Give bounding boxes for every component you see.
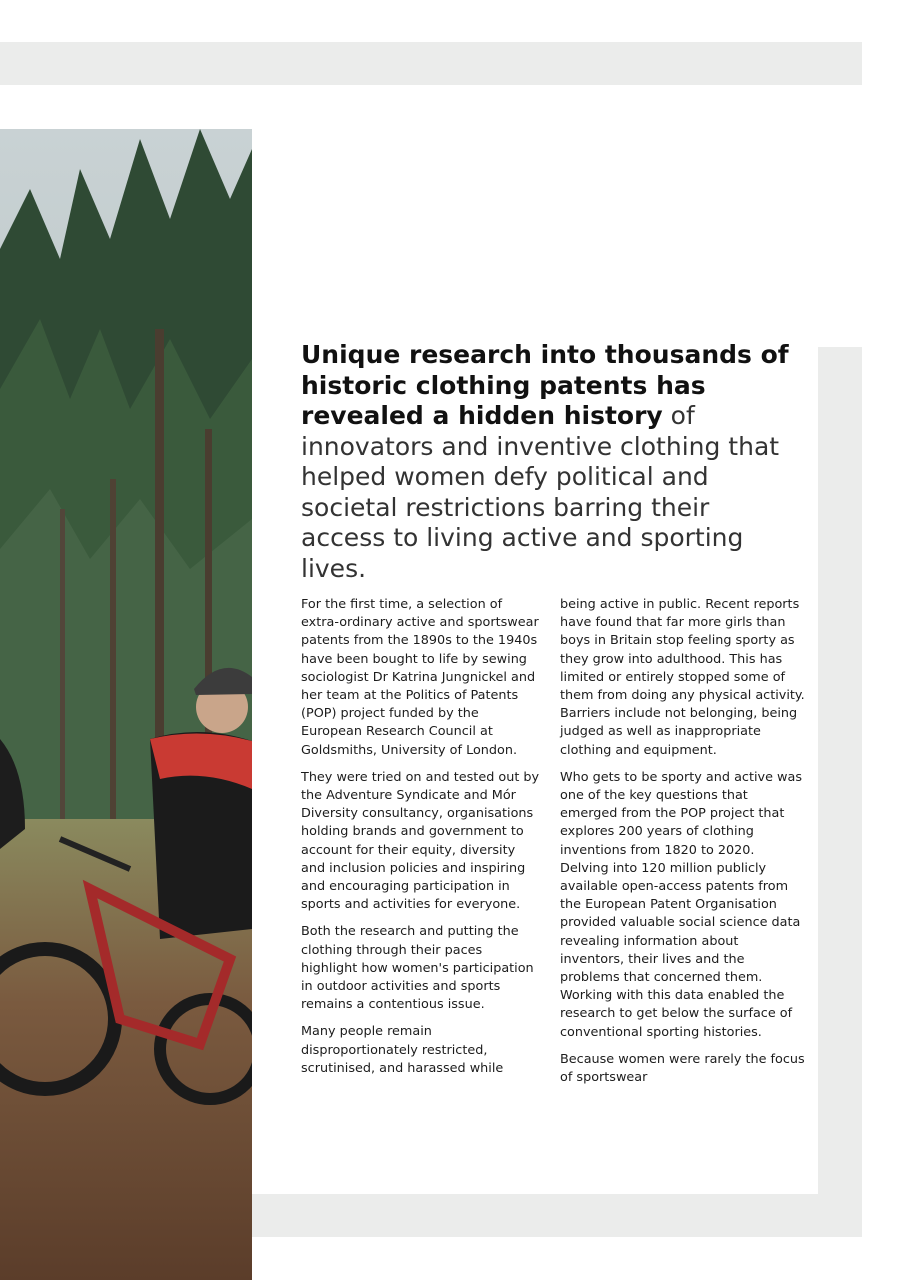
bottom-gray-band: [252, 1194, 862, 1237]
body-paragraph: For the first time, a selection of extra-ordinary active and sportswear patents from the 1890s to the 1940s have been bought to life by sewing sociologist Dr Katrina Jungnickel and her team at the Politics of Patents (POP) project funded by the European Research Council at Goldsmiths, University of London.: [301, 597, 539, 758]
intro-bold-text: Unique research into thousands of historic clothing patents has revealed a hidden history: [301, 340, 789, 430]
intro-paragraph: [301, 340, 801, 584]
body-paragraph: Who gets to be sporty and active was one of the key questions that emerged from the POP project that explores 200 years of clothing inventions from 1820 to 2020. Delving into 120 million publicly available open-access patents from the European Patent Organisation provided valuable social science data revealing information about inventors, their lives and the problems that concerned them. Working with this data enabled the research to get below the surface of conventional sporting histories.: [560, 769, 803, 1040]
body-paragraph: Because women were rarely the focus of sportswear: [560, 1051, 805, 1086]
body-paragraph: being active in public. Recent reports have found that far more girls than boys in Britain stop feeling sporty as they grow into adulthood. This has limited or entirely stopped some of them from doing any physical activity. Barriers include not belonging, being judged as well as inappropriate clothing and equipment.: [560, 597, 805, 758]
body-paragraph: They were tried on and tested out by the Adventure Syndicate and Mór Diversity consultancy, organisations holding brands and government to account for their equity, diversity and inclusion policies and inspiring and encouraging participation in sports and activities for everyone.: [301, 769, 540, 913]
body-paragraph: Both the research and putting the clothing through their paces highlight how women's participation in outdoor activities and sports remains a contentious issue.: [301, 924, 534, 1013]
body-paragraph: Many people remain disproportionately restricted, scrutinised, and harassed while: [301, 1024, 504, 1076]
body-column-left: [301, 596, 541, 1087]
body-column-right: [560, 596, 805, 1096]
cyclists-forest-photo: [0, 129, 252, 1280]
top-gray-band: [0, 42, 862, 85]
intro-light-text: of innovators and inventive clothing that helped women defy political and societal restrictions barring their access to living active and sporting lives.: [301, 401, 780, 583]
right-gray-panel: [818, 347, 862, 1237]
